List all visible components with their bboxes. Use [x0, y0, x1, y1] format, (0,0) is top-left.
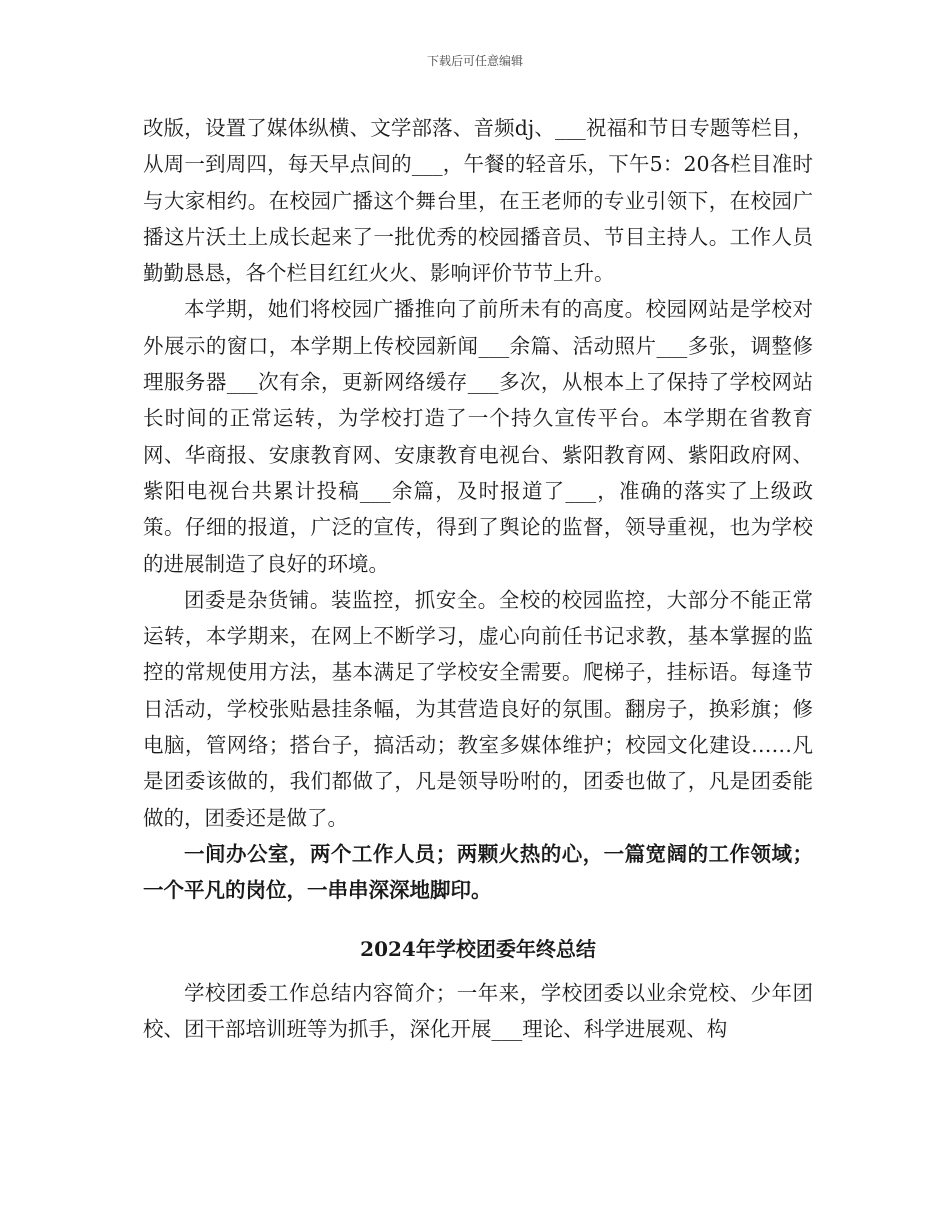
header-note: 下载后可任意编辑: [426, 54, 523, 68]
paragraph-grocery: 团委是杂货铺。装监控，抓安全。全校的校园监控，大部分不能正常运转，本学期来，在网上不断学习，虚心向前任书记求教，基本掌握的监控的常规使用方法，基本满足了学校安全需要。爬梯子，挂标语。每逢节日活动，学校张贴悬挂条幅，为其营造良好的氛围。翻房子，换彩旗；修电脑，管网络；搭台子，搞活动；教室多媒体维护；校园文化建设……凡是团委该做的，我们都做了，凡是领导吩咐的，团委也做了，凡是团委能做的，团委还是做了。: [143, 587, 813, 830]
paragraph-section-intro: 学校团委工作总结内容简介；一年来，学校团委以业余党校、少年团校、团干部培训班等为抓手，深化开展___理论、科学进展观、构: [143, 980, 813, 1041]
paragraph-website: 本学期，她们将校园广播推向了前所未有的高度。校园网站是学校对外展示的窗口，本学期上传校园新闻___余篇、活动照片___多张，调整修理服务器___次有余，更新网络缓存___多次，从根本上了保持了学校网站长时间的正常运转，为学校打造了一个持久宣传平台。本学期在省教育网、华商报、安康教育网、安康教育电视台、紫阳教育网、紫阳政府网、紫阳电视台共累计投稿___余篇，及时报道了___，准确的落实了上级政策。仔细的报道，广泛的宣传，得到了舆论的监督，领导重视，也为学校的进展制造了良好的环境。: [143, 297, 813, 576]
paragraph-summary-bold: 一间办公室，两个工作人员；两颗火热的心，一篇宽阔的工作领域；一个平凡的岗位，一串串深深地脚印。: [143, 841, 813, 903]
paragraph-broadcast-continued: 改版，设置了媒体纵横、文学部落、音频dj、___祝福和节日专题等栏目，从周一到周四，每天早点间的___，午餐的轻音乐，下午5：20各栏目准时与大家相约。在校园广播这个舞台里，在王老师的专业引领下，在校园广播这片沃土上成长起来了一批优秀的校园播音员、节目主持人。工作人员勤勤恳恳，各个栏目红红火火、影响评价节节上升。: [143, 116, 813, 286]
document-body: [143, 110, 813, 1047]
section-title: 2024年学校团委年终总结: [360, 936, 596, 961]
